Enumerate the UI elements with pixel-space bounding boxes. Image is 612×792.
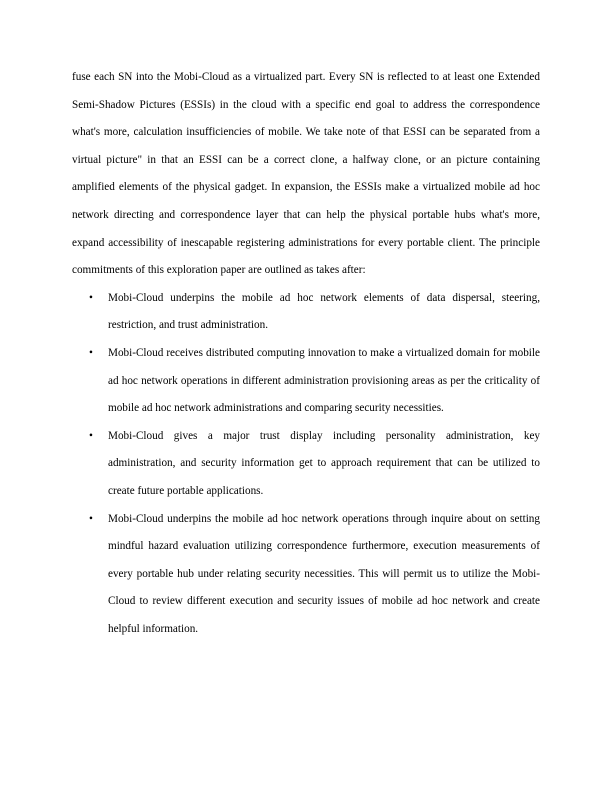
list-item bbox=[72, 423, 540, 506]
bullet-icon: • bbox=[89, 512, 93, 525]
intro-paragraph: fuse each SN into the Mobi-Cloud as a virtualized part. Every SN is reflected to at least one Extended Semi-Shadow Pictures (ESSIs) in the cloud with a specific end goal to address the correspondence what's more, calculation insufficiencies of mobile. We take note of that ESSI can be separated from a virtual picture" in that an ESSI can be a correct clone, a halfway clone, or an picture containing amplified elements of the physical gadget. In expansion, the ESSIs make a virtualized mobile ad hoc network directing and correspondence layer that can help the physical portable hubs what's more, expand accessibility of inescapable registering administrations for every portable client. The principle commitments of this exploration paper are outlined as takes after: bbox=[72, 71, 540, 277]
list-item-text: Mobi-Cloud gives a major trust display including personality administration, key administration, and security information get to approach requirement that can be utilized to create future portable applications. bbox=[108, 429, 540, 497]
list-item-text: Mobi-Cloud underpins the mobile ad hoc network operations through inquire about on setting mindful hazard evaluation utilizing correspondence furthermore, execution measurements of every portable hub under relating security necessities. This will permit us to utilize the Mobi-Cloud to review different execution and security issues of mobile ad hoc network and create helpful information. bbox=[108, 512, 540, 635]
list-item-text: Mobi-Cloud underpins the mobile ad hoc network elements of data dispersal, steering, restriction, and trust administration. bbox=[108, 291, 540, 332]
list-item bbox=[72, 506, 540, 644]
bullet-icon: • bbox=[89, 346, 93, 359]
bullet-icon: • bbox=[89, 291, 93, 304]
list-item bbox=[72, 285, 540, 340]
list-item bbox=[72, 340, 540, 423]
bullet-icon: • bbox=[89, 429, 93, 442]
document-page bbox=[72, 64, 540, 643]
list-item-text: Mobi-Cloud receives distributed computing innovation to make a virtualized domain for mobile ad hoc network operations in different administration provisioning areas as per the criticality of mobile ad hoc network administrations and comparing security necessities. bbox=[108, 346, 540, 415]
contributions-list bbox=[72, 285, 540, 644]
